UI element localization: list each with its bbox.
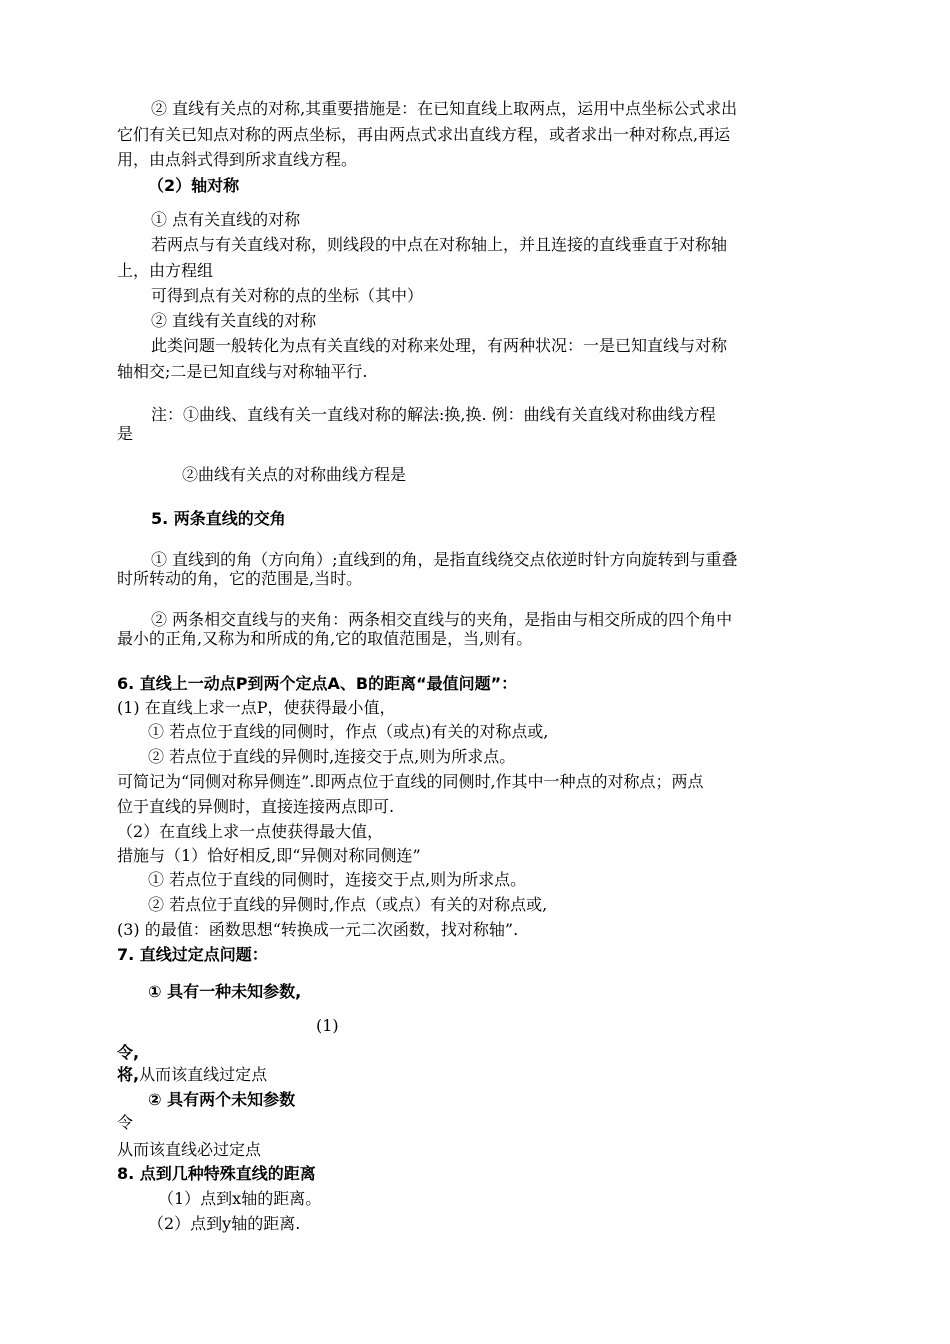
paragraph-line: (1) 在直线上求一点P，使获得最小值， xyxy=(117,698,396,717)
paragraph-line: ② 两条相交直线与的夹角：两条相交直线与的夹角，是指由与相交所成的四个角中 xyxy=(151,610,733,629)
list-item: （1）点到x轴的距离。 xyxy=(158,1189,322,1208)
section-heading: 6. 直线上一动点P到两个定点A、B的距离“最值问题”： xyxy=(117,674,518,693)
paragraph-line: 令, xyxy=(117,1043,140,1062)
note-line: 是 xyxy=(117,424,134,443)
list-item: ② 若点位于直线的异侧时,连接交于点,则为所求点。 xyxy=(148,747,516,766)
paragraph-line: ② 直线有关直线的对称 xyxy=(151,311,317,330)
paragraph-line: 它们有关已知点对称的两点坐标，再由两点式求出直线方程，或者求出一种对称点,再运 xyxy=(117,125,731,144)
paragraph-line xyxy=(117,1065,267,1085)
paragraph-line: 最小的正角,又称为和所成的角,它的取值范围是，当,则有。 xyxy=(117,629,533,648)
section-heading: 8. 点到几种特殊直线的距离 xyxy=(117,1164,316,1183)
equation-number: (1) xyxy=(316,1016,339,1035)
line-rest: 从而该直线过定点 xyxy=(139,1065,268,1084)
paragraph-line: 若两点与有关直线对称，则线段的中点在对称轴上，并且连接的直线垂直于对称轴 xyxy=(151,235,728,254)
paragraph-line: 位于直线的异侧时，直接连接两点即可. xyxy=(117,797,395,816)
paragraph-line: 措施与（1）恰好相反,即“异侧对称同侧连” xyxy=(117,846,421,865)
list-item: ① 若点位于直线的同侧时，连接交于点,则为所求点。 xyxy=(148,870,527,889)
note-line: 注：①曲线、直线有关一直线对称的解法:换,换. 例：曲线有关直线对称曲线方程 xyxy=(151,405,716,424)
list-item: ① 若点位于直线的同侧时，作点（或点)有关的对称点或, xyxy=(148,722,549,741)
paragraph-line: 轴相交;二是已知直线与对称轴平行. xyxy=(117,362,368,381)
paragraph-line: ① 直线到的角（方向角）;直线到的角，是指直线绕交点依逆时针方向旋转到与重叠 xyxy=(151,550,738,569)
paragraph-line: ② 直线有关点的对称,其重要措施是：在已知直线上取两点，运用中点坐标公式求出 xyxy=(151,99,738,118)
section-heading: （2）轴对称 xyxy=(148,176,240,195)
paragraph-line: (3) 的最值：函数思想“转换成一元二次函数，找对称轴”. xyxy=(117,920,519,939)
paragraph-line: 此类问题一般转化为点有关直线的对称来处理，有两种状况：一是已知直线与对称 xyxy=(151,336,728,355)
list-item: （2）点到y轴的距离. xyxy=(148,1214,301,1233)
subsection-heading: ② 具有两个未知参数 xyxy=(148,1090,296,1109)
subsection-heading: ① 具有一种未知参数, xyxy=(148,982,302,1001)
paragraph-line: 上，由方程组 xyxy=(117,261,214,280)
paragraph-line: 时所转动的角，它的范围是,当时。 xyxy=(117,569,363,588)
paragraph-line: （2）在直线上求一点使获得最大值， xyxy=(117,822,384,841)
paragraph-line: ① 点有关直线的对称 xyxy=(151,210,301,229)
paragraph-line: 可得到点有关对称的点的坐标（其中） xyxy=(151,286,424,305)
paragraph-line: 从而该直线必过定点 xyxy=(117,1140,262,1159)
bold-lead: 将, xyxy=(117,1065,140,1084)
note-line: ②曲线有关点的对称曲线方程是 xyxy=(182,465,407,484)
paragraph-line: 可简记为“同侧对称异侧连”.即两点位于直线的同侧时,作其中一种点的对称点；两点 xyxy=(117,772,704,791)
paragraph-line: 令 xyxy=(117,1113,134,1132)
paragraph-line: 用，由点斜式得到所求直线方程。 xyxy=(117,150,358,169)
section-heading: 5. 两条直线的交角 xyxy=(151,509,286,528)
section-heading: 7. 直线过定点问题： xyxy=(117,945,268,964)
list-item: ② 若点位于直线的异侧时,作点（或点）有关的对称点或, xyxy=(148,895,548,914)
